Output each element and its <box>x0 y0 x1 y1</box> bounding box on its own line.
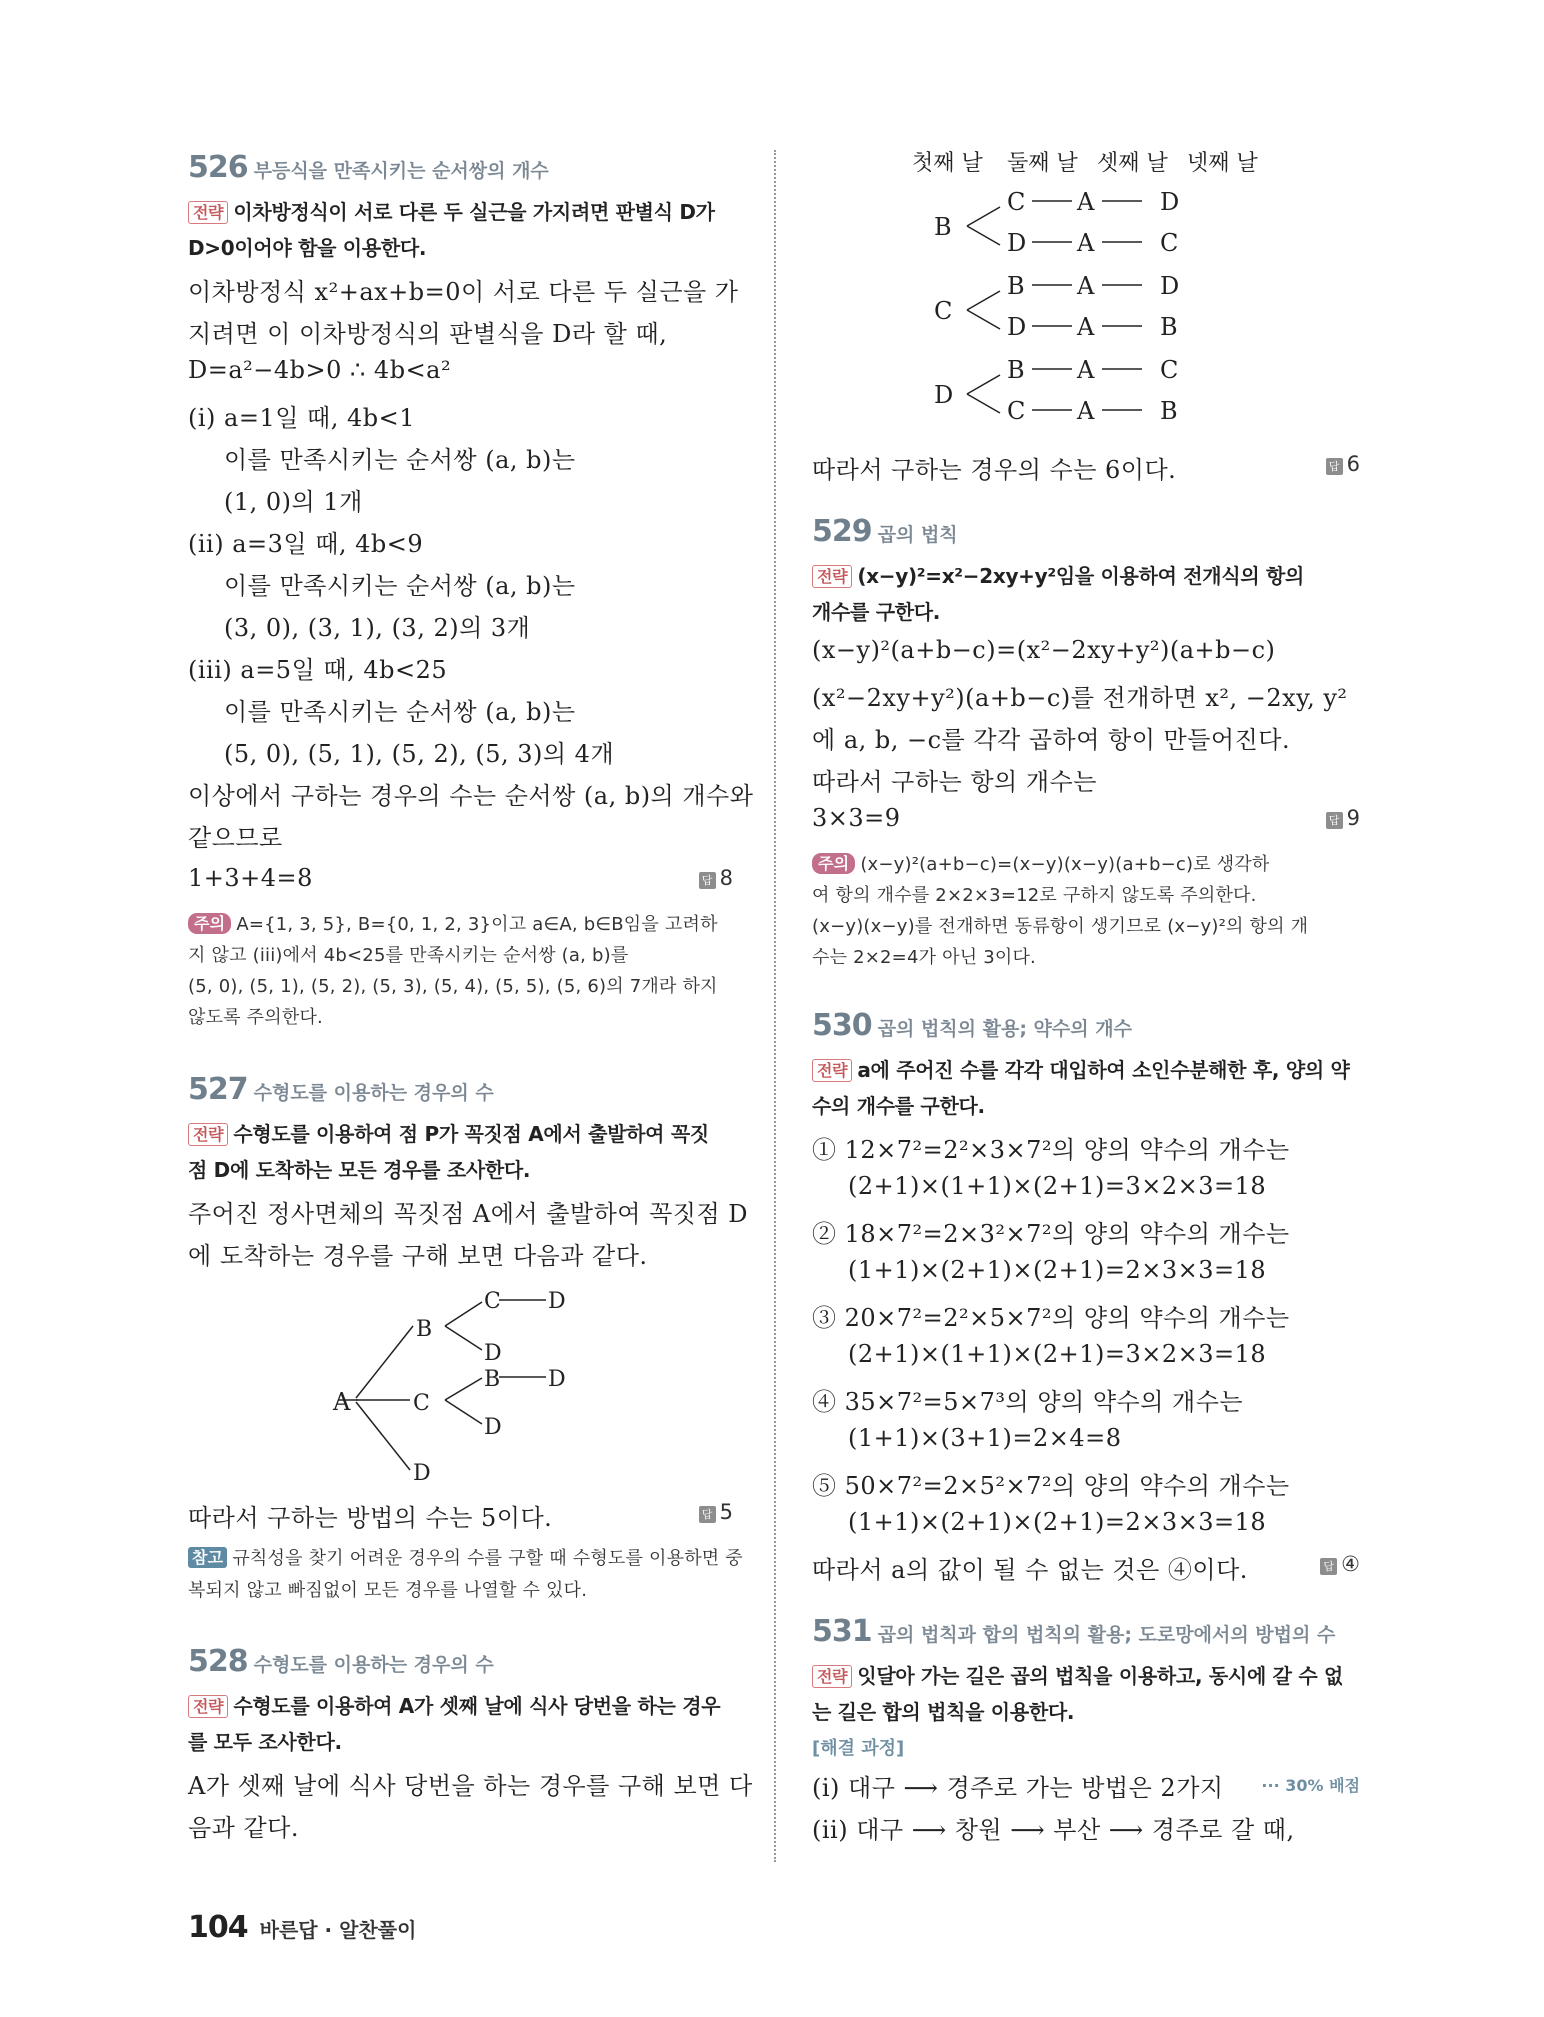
tree-node: B <box>416 1317 433 1342</box>
schedule-tree-528 <box>812 150 1360 440</box>
strategy-line: 점 D에 도착하는 모든 경우를 조사한다. <box>188 1158 531 1182</box>
problem-title: 곱의 법칙과 합의 법칙의 활용; 도로망에서의 방법의 수 <box>877 1624 1336 1646</box>
solution-line: (1+1)×(2+1)×(2+1)=2×3×3=18 <box>848 1256 1267 1284</box>
schedule-node: A <box>1077 188 1095 216</box>
tree-node: D <box>548 1367 566 1392</box>
solution-line: (2+1)×(1+1)×(2+1)=3×2×3=18 <box>848 1340 1267 1368</box>
schedule-node: B <box>1007 272 1025 300</box>
schedule-node: A <box>1077 272 1095 300</box>
strategy-tag: 전략 <box>188 1695 228 1718</box>
solution-line: 음과 같다. <box>188 1814 299 1842</box>
answer-icon: 답 <box>699 872 716 889</box>
strategy-line: 전략 이차방정식이 서로 다른 두 실근을 가지려면 판별식 D가 <box>188 196 715 225</box>
schedule-node: A <box>1077 229 1095 257</box>
solution-line: (1+1)×(2+1)×(2+1)=2×3×3=18 <box>848 1508 1267 1536</box>
tree-node: D <box>413 1461 431 1480</box>
solution-line: 이를 만족시키는 순서쌍 (a, b)는 <box>224 572 576 600</box>
note-line: 수는 2×2=4가 아닌 3이다. <box>812 947 1036 968</box>
schedule-header: 셋째 날 <box>1097 151 1168 176</box>
schedule-node: C <box>1007 188 1026 216</box>
strategy-line: 전략 수형도를 이용하여 점 P가 꼭짓점 A에서 출발하여 꼭짓 <box>188 1118 709 1147</box>
solution-line: 이상에서 구하는 경우의 수는 순서쌍 (a, b)의 개수와 <box>188 782 754 810</box>
note-line: 않도록 주의한다. <box>188 1007 323 1028</box>
problem-title: 곱의 법칙 <box>877 524 958 546</box>
schedule-node: A <box>1077 397 1095 425</box>
answer-icon: 답 <box>1326 812 1343 829</box>
schedule-node: D <box>1007 313 1027 341</box>
tree-node: D <box>484 1341 502 1366</box>
strategy-tag: 전략 <box>188 1123 228 1146</box>
answer-530: 답 ④ <box>1320 1552 1360 1576</box>
warning-tag: 주의 <box>188 913 231 934</box>
solution-line: ② 18×7²=2×3²×7²의 양의 약수의 개수는 <box>812 1220 1290 1248</box>
solution-line: (5, 0), (5, 1), (5, 2), (5, 3)의 4개 <box>224 740 615 768</box>
note-line: (x−y)(x−y)를 전개하면 동류항이 생기므로 (x−y)²의 항의 개 <box>812 916 1309 937</box>
schedule-node: B <box>1007 356 1025 384</box>
answer-icon: 답 <box>1320 1558 1337 1575</box>
solution-line: 따라서 a의 값이 될 수 없는 것은 ④이다. <box>812 1556 1248 1584</box>
strategy-line: 전략 (x−y)²=x²−2xy+y²임을 이용하여 전개식의 항의 <box>812 560 1304 589</box>
schedule-node: C <box>1160 356 1179 384</box>
note-line: 주의 (x−y)²(a+b−c)=(x−y)(x−y)(a+b−c)로 생각하 <box>812 850 1270 876</box>
schedule-node: B <box>934 213 952 241</box>
solution-line: 3×3=9 <box>812 804 901 832</box>
strategy-line: 전략 잇달아 가는 길은 곱의 법칙을 이용하고, 동시에 갈 수 없 <box>812 1660 1343 1689</box>
strategy-line: D>0이어야 함을 이용한다. <box>188 236 427 260</box>
problem-number: 531 <box>812 1614 872 1649</box>
solution-line: 이를 만족시키는 순서쌍 (a, b)는 <box>224 446 576 474</box>
case-heading: (i) a=1일 때, 4b<1 <box>188 404 415 432</box>
solution-line: (1, 0)의 1개 <box>224 488 363 516</box>
page-number: 104 <box>188 1910 248 1945</box>
solution-line: ① 12×7²=2²×3×7²의 양의 약수의 개수는 <box>812 1136 1290 1164</box>
strategy-line: 전략 수형도를 이용하여 A가 셋째 날에 식사 당번을 하는 경우 <box>188 1690 720 1719</box>
schedule-node: C <box>1007 397 1026 425</box>
tree-node: C <box>484 1289 501 1314</box>
process-label: [해결 과정] <box>812 1738 905 1759</box>
strategy-line: 수의 개수를 구한다. <box>812 1094 985 1118</box>
schedule-node: D <box>1007 229 1027 257</box>
solution-line: 따라서 구하는 방법의 수는 5이다. <box>188 1504 553 1532</box>
solution-line: 이를 만족시키는 순서쌍 (a, b)는 <box>224 698 576 726</box>
solution-line: 이차방정식 x²+ax+b=0이 서로 다른 두 실근을 가 <box>188 278 739 306</box>
column-divider <box>774 150 776 1862</box>
answer-icon: 답 <box>699 1506 716 1523</box>
solution-line: 같으므로 <box>188 824 283 852</box>
problem-529-heading <box>812 514 958 549</box>
schedule-node: C <box>1160 229 1179 257</box>
solution-line: 따라서 구하는 항의 개수는 <box>812 768 1097 796</box>
strategy-tag: 전략 <box>812 1059 852 1082</box>
tree-node: D <box>548 1289 566 1314</box>
warning-tag: 주의 <box>812 853 855 874</box>
schedule-node: A <box>1077 313 1095 341</box>
schedule-header: 첫째 날 <box>912 151 983 176</box>
strategy-line: 를 모두 조사한다. <box>188 1730 342 1754</box>
tree-node: D <box>484 1415 502 1440</box>
problem-531-heading <box>812 1614 1335 1649</box>
schedule-node: D <box>1160 188 1180 216</box>
case-heading: (ii) a=3일 때, 4b<9 <box>188 530 424 558</box>
solution-line: (i) 대구 ⟶ 경주로 가는 방법은 2가지 <box>812 1774 1224 1802</box>
reference-tag: 참고 <box>188 1547 227 1568</box>
schedule-node: D <box>1160 272 1180 300</box>
solution-line: D=a²−4b>0 ∴ 4b<a² <box>188 356 452 384</box>
strategy-tag: 전략 <box>812 565 852 588</box>
schedule-node: C <box>934 297 953 325</box>
solution-line: 주어진 정사면체의 꼭짓점 A에서 출발하여 꼭짓점 D <box>188 1200 749 1228</box>
answer-526: 답 8 <box>699 866 733 890</box>
solution-line: (ii) 대구 ⟶ 창원 ⟶ 부산 ⟶ 경주로 갈 때, <box>812 1816 1295 1844</box>
problem-530-heading <box>812 1008 1132 1043</box>
solution-line: ③ 20×7²=2²×5×7²의 양의 약수의 개수는 <box>812 1304 1290 1332</box>
problem-number: 526 <box>188 150 248 185</box>
solution-line: (x−y)²(a+b−c)=(x²−2xy+y²)(a+b−c) <box>812 636 1276 664</box>
answer-528: 답 6 <box>1326 452 1360 476</box>
problem-title: 부등식을 만족시키는 순서쌍의 개수 <box>253 160 549 182</box>
solution-line: A가 셋째 날에 식사 당번을 하는 경우를 구해 보면 다 <box>188 1772 753 1800</box>
solution-line: ⑤ 50×7²=2×5²×7²의 양의 약수의 개수는 <box>812 1472 1290 1500</box>
strategy-tag: 전략 <box>812 1665 852 1688</box>
schedule-node: A <box>1077 356 1095 384</box>
solution-line: 에 a, b, −c를 각각 곱하여 항이 만들어진다. <box>812 726 1291 754</box>
problem-528-heading <box>188 1644 494 1679</box>
strategy-line: 개수를 구한다. <box>812 600 941 624</box>
problem-title: 수형도를 이용하는 경우의 수 <box>253 1654 494 1676</box>
tree-node: A <box>333 1388 351 1416</box>
schedule-node: B <box>1160 313 1178 341</box>
solution-line: 따라서 구하는 경우의 수는 6이다. <box>812 456 1177 484</box>
note-line: 여 항의 개수를 2×2×3=12로 구하지 않도록 주의한다. <box>812 885 1257 906</box>
schedule-header: 넷째 날 <box>1187 151 1258 176</box>
solution-line: (3, 0), (3, 1), (3, 2)의 3개 <box>224 614 531 642</box>
points-label: ··· 30% 배점 <box>1261 1776 1360 1795</box>
problem-number: 530 <box>812 1008 872 1043</box>
note-line: 지 않고 (iii)에서 4b<25를 만족시키는 순서쌍 (a, b)를 <box>188 945 629 966</box>
solution-line: 지려면 이 이차방정식의 판별식을 D라 할 때, <box>188 320 668 348</box>
strategy-line: 전략 a에 주어진 수를 각각 대입하여 소인수분해한 후, 양의 약 <box>812 1054 1350 1083</box>
tree-diagram-527 <box>188 1280 733 1480</box>
answer-527: 답 5 <box>699 1500 733 1524</box>
solution-line: (2+1)×(1+1)×(2+1)=3×2×3=18 <box>848 1172 1267 1200</box>
schedule-node: D <box>934 381 954 409</box>
note-line: 참고 규칙성을 찾기 어려운 경우의 수를 구할 때 수형도를 이용하면 중 <box>188 1544 743 1570</box>
problem-number: 527 <box>188 1072 248 1107</box>
answer-icon: 답 <box>1326 458 1343 475</box>
strategy-line: 는 길은 합의 법칙을 이용한다. <box>812 1700 1075 1724</box>
problem-526-heading <box>188 150 549 185</box>
tree-node: C <box>413 1391 430 1416</box>
book-title: 바른답 · 알찬풀이 <box>259 1918 417 1942</box>
case-heading: (iii) a=5일 때, 4b<25 <box>188 656 448 684</box>
schedule-node: B <box>1160 397 1178 425</box>
solution-line: (1+1)×(3+1)=2×4=8 <box>848 1424 1122 1452</box>
problem-title: 수형도를 이용하는 경우의 수 <box>253 1082 494 1104</box>
solution-line: 1+3+4=8 <box>188 864 313 892</box>
solution-line: (x²−2xy+y²)(a+b−c)를 전개하면 x², −2xy, y² <box>812 684 1348 712</box>
strategy-tag: 전략 <box>188 201 228 224</box>
answer-529: 답 9 <box>1326 806 1360 830</box>
note-line: 주의 A={1, 3, 5}, B={0, 1, 2, 3}이고 a∈A, b∈B임을 고려하 <box>188 910 718 936</box>
schedule-header: 둘째 날 <box>1007 151 1078 176</box>
note-line: (5, 0), (5, 1), (5, 2), (5, 3), (5, 4), (5, 5), (5, 6)의 7개라 하지 <box>188 976 718 997</box>
solution-line: 에 도착하는 경우를 구해 보면 다음과 같다. <box>188 1242 648 1270</box>
tree-node: B <box>484 1367 501 1392</box>
page-footer <box>188 1910 416 1945</box>
solution-line: ④ 35×7²=5×7³의 양의 약수의 개수는 <box>812 1388 1244 1416</box>
problem-number: 528 <box>188 1644 248 1679</box>
problem-number: 529 <box>812 514 872 549</box>
problem-title: 곱의 법칙의 활용; 약수의 개수 <box>877 1018 1132 1040</box>
note-line: 복되지 않고 빠짐없이 모든 경우를 나열할 수 있다. <box>188 1580 588 1601</box>
problem-527-heading <box>188 1072 494 1107</box>
